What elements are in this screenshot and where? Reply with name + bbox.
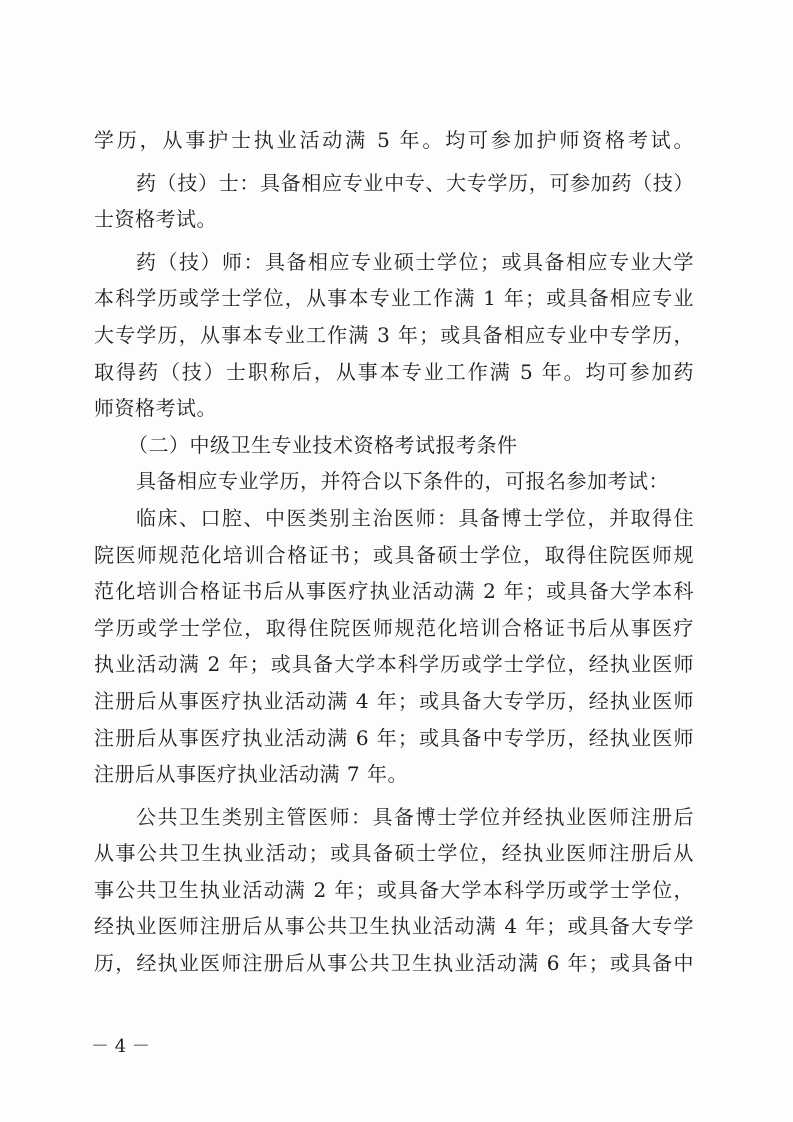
text-line: 本科学历或学士学位，从事本专业工作满 1 年；或具备相应专业: [94, 286, 694, 311]
paragraph-line: 具备相应专业学历，并符合以下条件的，可报名参加考试：: [136, 469, 669, 494]
page-number: － 4 －: [91, 1036, 150, 1057]
paragraph-line: 药（技）师：具备相应专业硕士学位；或具备相应专业大学: [136, 249, 694, 274]
text-line: 事公共卫生执业活动满 2 年；或具备大学本科学历或学士学位，: [94, 877, 694, 902]
text-line: 注册后从事医疗执业活动满 7 年。: [94, 762, 408, 787]
text-line: 经执业医师注册后从事公共卫生执业活动满 4 年；或具备大专学: [94, 914, 694, 939]
text-line: 取得药（技）士职称后，从事本专业工作满 5 年。均可参加药: [94, 359, 694, 384]
paragraph-line: 公共卫生类别主管医师：具备博士学位并经执业医师注册后: [136, 804, 694, 829]
text-line: 执业活动满 2 年；或具备大学本科学历或学士学位，经执业医师: [94, 652, 694, 677]
document-body: [94, 128, 694, 982]
text-line: 注册后从事医疗执业活动满 6 年；或具备中专学历，经执业医师: [94, 725, 694, 750]
paragraph-line: 临床、口腔、中医类别主治医师：具备博士学位，并取得住: [136, 505, 694, 530]
paragraph-line: 药（技）士：具备相应专业中专、大专学历，可参加药（技）: [136, 170, 694, 195]
text-line: 注册后从事医疗执业活动满 4 年；或具备大专学历，经执业医师: [94, 688, 694, 713]
text-line: 士资格考试。: [94, 207, 217, 232]
text-line: 历，经执业医师注册后从事公共卫生执业活动满 6 年；或具备中: [94, 951, 694, 976]
text-line: 范化培训合格证书后从事医疗执业活动满 2 年；或具备大学本科: [94, 579, 694, 604]
text-line: 大专学历，从事本专业工作满 3 年；或具备相应专业中专学历，: [94, 322, 694, 347]
text-line: 学历，从事护士执业活动满 5 年。均可参加护师资格考试。: [94, 128, 694, 152]
text-line: 院医师规范化培训合格证书；或具备硕士学位，取得住院医师规: [94, 542, 694, 567]
section-heading: （二）中级卫生专业技术资格考试报考条件: [128, 432, 518, 457]
text-line: 学历或学士学位，取得住院医师规范化培训合格证书后从事医疗: [94, 615, 694, 640]
text-line: 从事公共卫生执业活动；或具备硕士学位，经执业医师注册后从: [94, 841, 694, 866]
text-line: 师资格考试。: [94, 396, 217, 421]
